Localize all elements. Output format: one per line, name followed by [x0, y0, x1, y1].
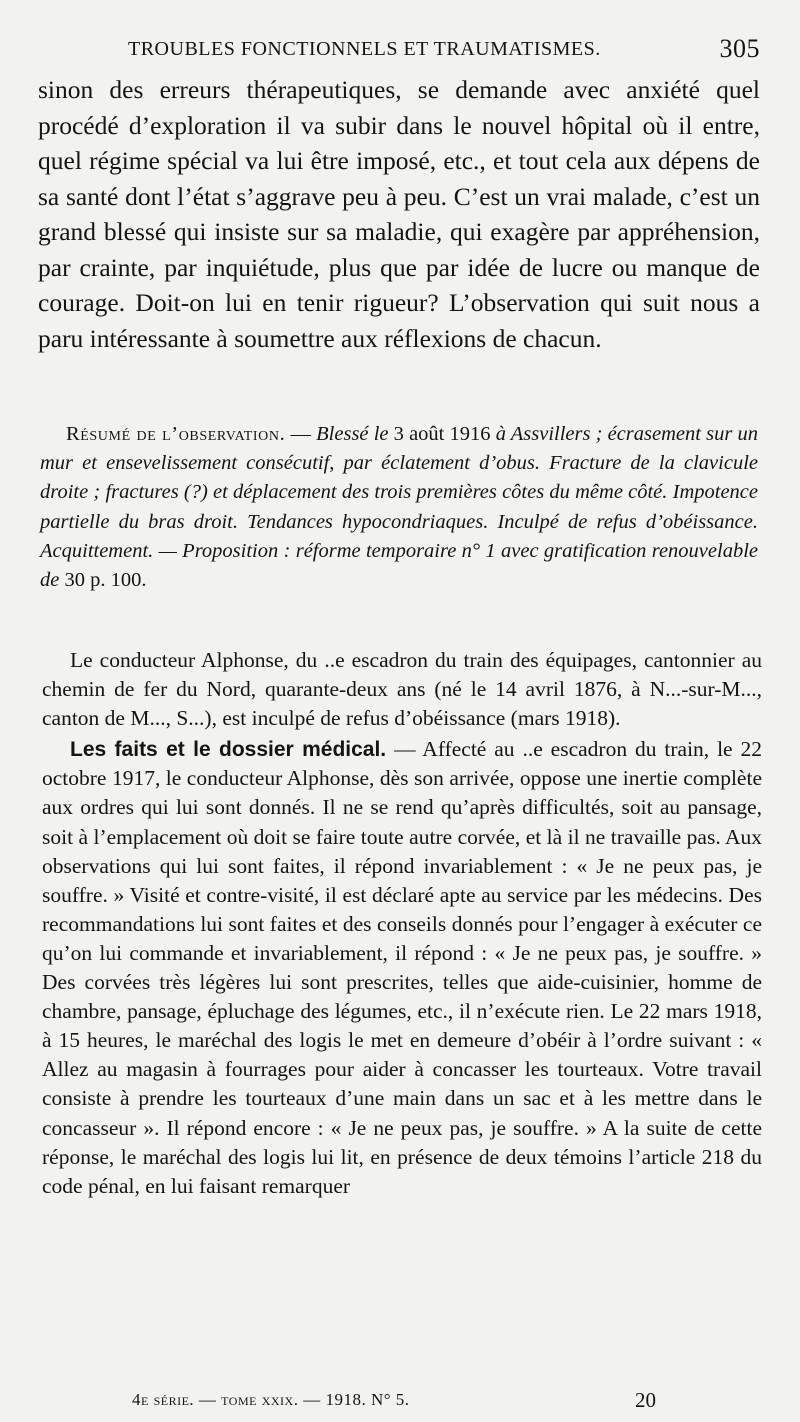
- section-text: — Affecté au ..e escadron du train, le 22 octobre 1917, le conducteur Alphonse, dès son arrivée, oppose une inertie complète aux ordres qui lui sont donnés. Il ne se rend qu’après difficultés, soit au pansage, soit à l’emplacement où doit se faire toute autre corvée, et là il ne travaille pas. Aux observations qui lui sont faites, il répond invariablement : « Je ne peux pas, je souffre. » Visité et contre-visité, il est déclaré apte au service par les médecins. Des recommandations lui sont faites et des conseils donnés pour l’engager à exécuter ce qu’on lui commande et invariablement, il répond : « Je ne peux pas, je souffre. » Des corvées très légères lui sont prescrites, telles que aide-cuisinier, homme de chambre, pansage, épluchage des légumes, etc., il n’exécute rien. Le 22 mars 1918, à 15 heures, le maréchal des logis le met en demeure d’obéir à l’ordre suivant : « Allez au magasin à fourrages pour aider à concasser les tourteaux. Votre travail consiste à prendre les tourteaux d’une main dans un sac et à les mettre dans le concasseur ». Il répond encore : « Je ne peux pas, je souffre. » A la suite de cette réponse, le maréchal des logis lui lit, en présence de deux témoins l’article 218 du code pénal, en lui faisant remarquer: [42, 737, 763, 1198]
- paragraph-facts: [42, 735, 762, 1201]
- summary-text-2: à Assvillers ; écrasement sur un mur et ensevelissement consécutif, par éclatement d’obus. Fracture de la clavicule droite ; fractures (?) et déplacement des trois premières côtes du même côté. Impotence partielle du bras droit. Tendances hypocondriaques. Inculpé de refus d’obéissance. Acquittement. — Proposition : réforme temporaire n° 1 avec gratification renouvelable de: [40, 423, 758, 592]
- case-body: [42, 646, 762, 1201]
- signature-mark: 20: [635, 1388, 656, 1412]
- summary-amount: 30 p. 100: [64, 569, 142, 592]
- opening-paragraph: sinon des erreurs thérapeutiques, se demande avec anxiété quel procédé d’exploration il va subir dans le nouvel hôpital où il entre, quel régime spécial va lui être imposé, etc., et tout cela aux dépens de sa santé dont l’état s’aggrave peu à peu. C’est un vrai malade, c’est un grand blessé qui insiste sur sa maladie, qui exagère par appréhension, par crainte, par inquiétude, plus que par idée de lucre ou manque de courage. Doit-on lui en tenir rigueur? L’observation qui suit nous a paru intéressante à soumettre aux réflexions de chacun.: [38, 75, 760, 353]
- running-title: TROUBLES FONCTIONNELS ET TRAUMATISMES.: [128, 38, 601, 60]
- page-header: [128, 34, 760, 70]
- observation-summary: [40, 420, 758, 595]
- section-heading: Les faits et le dossier médical.: [70, 738, 387, 762]
- page-footer: [120, 1388, 680, 1412]
- page-number: 305: [719, 34, 760, 63]
- summary-date: 3 août 1916: [393, 423, 491, 445]
- summary-text-1: Blessé le: [316, 423, 394, 445]
- series-info: 4e série. — tome xxix. — 1918. N° 5.: [132, 1390, 410, 1409]
- summary-dash: —: [285, 423, 317, 445]
- paragraph-identity: Le conducteur Alphonse, du ..e escadron du train des équipages, cantonnier au chemin de fer du Nord, quarante-deux ans (né le 14 avril 1876, à N...-sur-M..., canton de M..., S...), est inculpé de refus d’obéissance (mars 1918).: [42, 648, 762, 731]
- summary-lead: Résumé de l’observation.: [66, 423, 286, 445]
- summary-end: .: [141, 569, 147, 592]
